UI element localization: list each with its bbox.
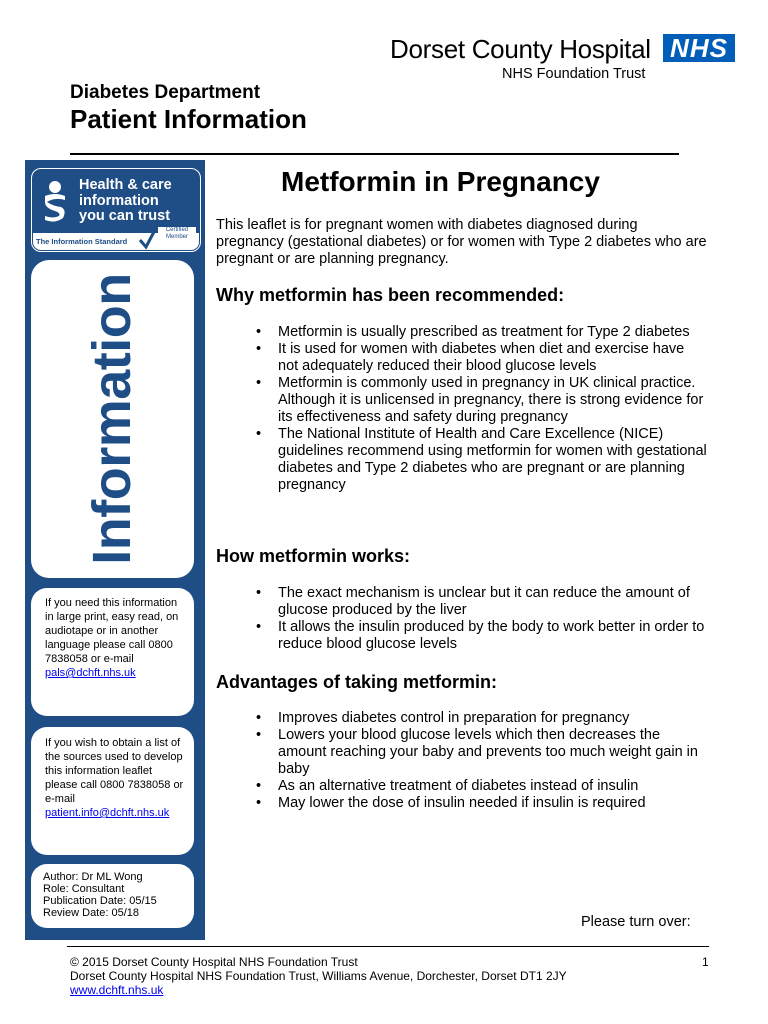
badge-line-3: you can trust	[79, 208, 171, 224]
publication-date-line: Publication Date: 05/15	[43, 895, 157, 907]
person-icon	[39, 180, 71, 224]
section-heading-how: How metformin works:	[216, 546, 411, 566]
patient-info-email-link[interactable]: patient.info@dchft.nhs.uk	[45, 807, 170, 819]
list-item: • As an alternative treatment of diabetes instead of insulin	[216, 778, 708, 795]
pals-email-link[interactable]: pals@dchft.nhs.uk	[45, 667, 136, 679]
checkmark-icon	[138, 226, 158, 250]
footer-divider	[67, 946, 709, 947]
website-link[interactable]: www.dchft.nhs.uk	[70, 983, 164, 997]
list-item: • It allows the insulin produced by the body to work better in order to reduce blood glucose levels	[216, 619, 708, 653]
certified-member-label: Certified Member	[158, 227, 196, 241]
accessible-formats-box	[31, 588, 194, 716]
list-item: • The National Institute of Health and Care Excellence (NICE) guidelines recommend using metformin for women with gestational diabetes and Type 2 diabetes who are pregnant or are planning pregnancy	[216, 426, 708, 494]
intro-paragraph: This leaflet is for pregnant women with diabetes diagnosed during pregnancy (gestational diabetes) or for women with Type 2 diabetes who are pregnant or are planning pregnancy.	[216, 217, 707, 267]
role-line: Role: Consultant	[43, 883, 125, 895]
author-details-box	[31, 864, 194, 928]
list-item: • Metformin is commonly used in pregnancy in UK clinical practice. Although it is unlicensed in pregnancy, there is strong evidence for its effectiveness and safety during pregnancy	[216, 375, 708, 426]
list-item: • It is used for women with diabetes when diet and exercise have not adequately reduced their blood glucose levels	[216, 341, 708, 375]
sources-message: If you wish to obtain a list of the sources used to develop this information leaflet please call 0800 7838058 or e-mail	[45, 737, 184, 805]
footer-copyright: © 2015 Dorset County Hospital NHS Foundation Trust	[70, 955, 358, 969]
information-vertical-text: Information	[82, 273, 142, 565]
author-line: Author: Dr ML Wong	[43, 871, 143, 883]
information-standard-label: The Information Standard	[36, 237, 128, 246]
header-divider	[70, 153, 679, 155]
list-item: • Metformin is usually prescribed as treatment for Type 2 diabetes	[216, 324, 708, 341]
section-heading-why: Why metformin has been recommended:	[216, 285, 565, 305]
sources-box	[31, 727, 194, 855]
list-item: • Improves diabetes control in preparation for pregnancy	[216, 710, 708, 727]
department-title: Diabetes Department	[70, 82, 261, 103]
list-item: • Lowers your blood glucose levels which then decreases the amount reaching your baby and prevents too much weight gain in baby	[216, 727, 708, 778]
badge-line-2: information	[79, 192, 159, 209]
list-item: • The exact mechanism is unclear but it can reduce the amount of glucose produced by the liver	[216, 585, 708, 619]
review-date-line: Review Date: 05/18	[43, 907, 139, 919]
bullet-list-advantages	[216, 710, 708, 812]
document-title: Metformin in Pregnancy	[281, 166, 600, 197]
turn-over-note: Please turn over:	[581, 914, 691, 930]
accessible-formats-message: If you need this information in large print, easy read, on audiotape or in another language please call 0800 7838058 or e-mail	[45, 597, 179, 665]
author-details	[43, 871, 191, 919]
list-item: • May lower the dose of insulin needed if insulin is required	[216, 795, 708, 812]
accessible-formats-text	[45, 596, 185, 680]
patient-information-title: Patient Information	[70, 104, 307, 134]
badge-line-1: Health & care	[79, 177, 172, 193]
sources-text	[45, 736, 185, 820]
bullet-list-how	[216, 585, 708, 653]
bullet-list-why	[216, 324, 708, 494]
footer-address: Dorset County Hospital NHS Foundation Trust, Williams Avenue, Dorchester, Dorset DT1 2JY	[70, 969, 567, 983]
badge-text	[79, 178, 199, 225]
trust-name: NHS Foundation Trust	[502, 66, 646, 82]
page-number: 1	[702, 955, 709, 969]
section-heading-advantages: Advantages of taking metformin:	[216, 672, 498, 692]
nhs-logo: NHS	[663, 34, 735, 62]
hospital-name: Dorset County Hospital	[390, 34, 651, 64]
